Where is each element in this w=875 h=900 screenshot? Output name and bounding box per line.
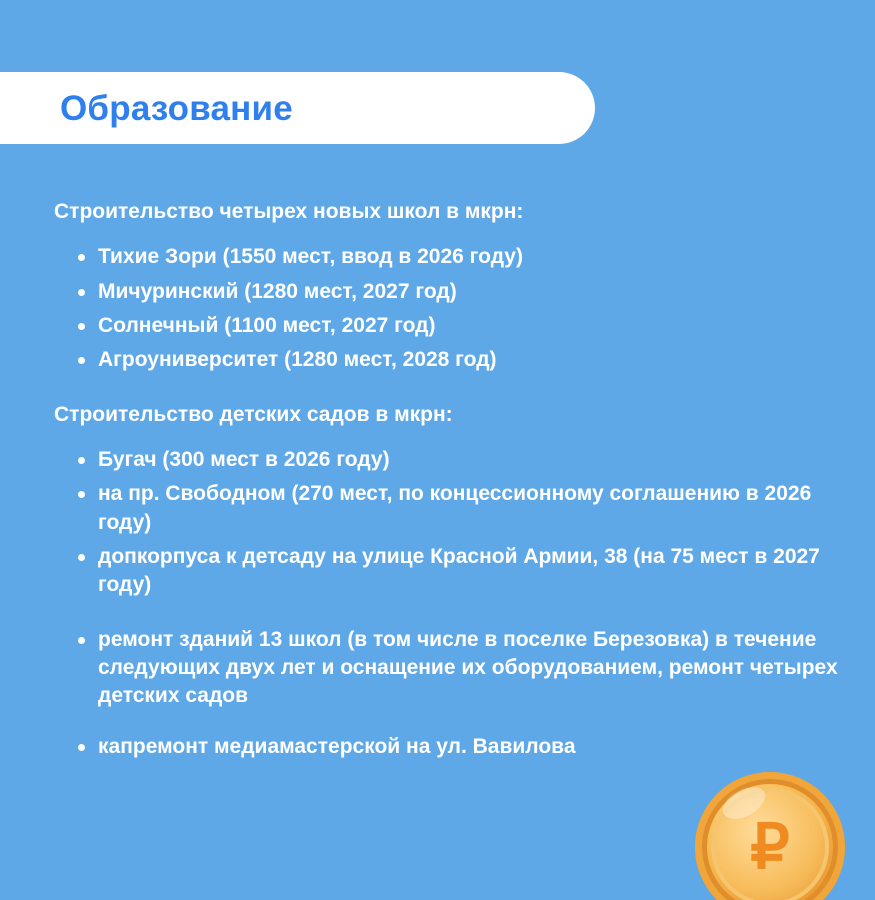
list-item: Солнечный (1100 мест, 2027 год) bbox=[54, 312, 844, 340]
section-schools-list bbox=[54, 243, 844, 374]
list-item: Агроуниверситет (1280 мест, 2028 год) bbox=[54, 346, 844, 374]
section-schools-lead: Строительство четырех новых школ в мкрн: bbox=[54, 200, 524, 223]
section-kindergartens bbox=[54, 401, 844, 600]
list-item: на пр. Свободном (270 мест, по концессионному соглашению в 2026 году) bbox=[54, 480, 844, 537]
section-extra-list-2 bbox=[54, 733, 844, 761]
section-kindergartens-list bbox=[54, 446, 844, 600]
list-item: допкорпуса к детсаду на улице Красной Армии, 38 (на 75 мест в 2027 году) bbox=[54, 543, 844, 600]
ruble-coin-icon bbox=[695, 772, 845, 900]
coin-symbol: ₽ bbox=[750, 814, 790, 882]
spacer bbox=[54, 717, 844, 733]
list-item: Тихие Зори (1550 мест, ввод в 2026 году) bbox=[54, 243, 844, 271]
list-item: капремонт медиамастерской на ул. Вавилова bbox=[54, 733, 844, 761]
list-item: ремонт зданий 13 школ (в том числе в поселке Березовка) в течение следующих двух лет и оснащение их оборудованием, ремонт четырех детских садов bbox=[54, 626, 844, 711]
section-extra-list bbox=[54, 626, 844, 711]
slide-content bbox=[54, 198, 844, 787]
section-kindergartens-lead: Строительство детских садов в мкрн: bbox=[54, 402, 453, 426]
page-title: Образование bbox=[60, 88, 293, 128]
title-pill bbox=[0, 72, 595, 144]
list-item: Мичуринский (1280 мест, 2027 год) bbox=[54, 278, 844, 306]
list-item: Бугач (300 мест в 2026 году) bbox=[54, 446, 844, 474]
section-extra bbox=[54, 626, 844, 761]
section-schools bbox=[54, 198, 844, 375]
